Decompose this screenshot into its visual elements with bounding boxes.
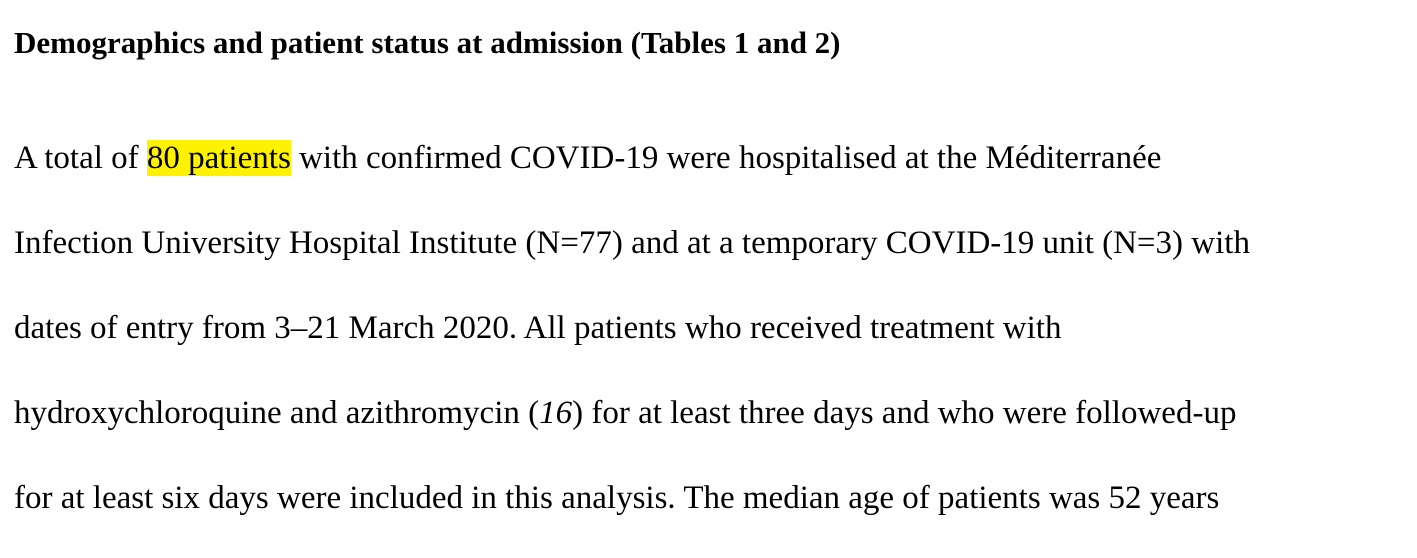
line-text: hydroxychloroquine and azithromycin ( — [14, 395, 540, 431]
paragraph-line-1 — [14, 133, 1414, 218]
reference-number: 16 — [539, 395, 573, 431]
body-paragraph — [14, 133, 1414, 558]
section-heading: Demographics and patient status at admission (Tables 1 and 2) — [14, 25, 841, 60]
line-text: A total of — [14, 140, 147, 176]
highlighted-text: 80 patients — [146, 140, 291, 176]
line-text: with confirmed COVID-19 were hospitalised at the Méditerranée — [290, 140, 1162, 176]
paragraph-line-3: dates of entry from 3–21 March 2020. All patients who received treatment with — [14, 310, 1062, 346]
paragraph-line-2: Infection University Hospital Institute (N=77) and at a temporary COVID-19 unit (N=3) with — [14, 225, 1250, 261]
line-text: ) for at least three days and who were followed-up — [572, 395, 1237, 431]
paragraph-line-5: for at least six days were included in this analysis. The median age of patients was 52 years — [14, 480, 1220, 516]
paragraph-line-4 — [14, 388, 1414, 473]
